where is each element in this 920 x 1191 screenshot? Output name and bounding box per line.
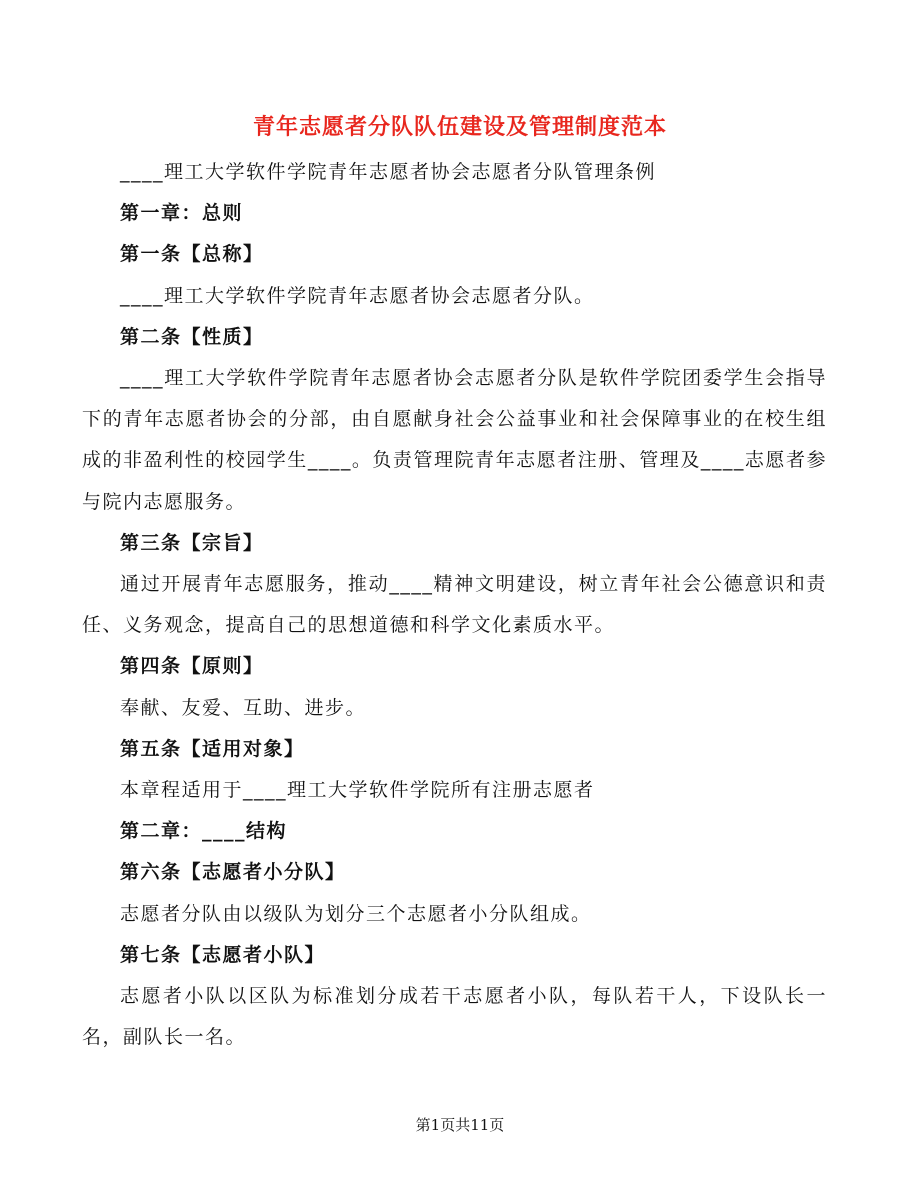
article-5-heading: 第五条【适用对象】 xyxy=(120,737,305,760)
article-3-heading: 第三条【宗旨】 xyxy=(120,531,264,554)
article-5-text: 本章程适用于____理工大学软件学院所有注册志愿者 xyxy=(120,779,595,802)
article-6-heading: 第六条【志愿者小分队】 xyxy=(120,861,346,884)
page-number-footer: 第1页共11页 xyxy=(415,1116,505,1134)
chapter-1-heading: 第一章：总则 xyxy=(120,202,244,225)
article-2-heading: 第二条【性质】 xyxy=(120,325,264,348)
article-7-text: 志愿者小队以区队为标准划分成若干志愿者小队，每队若干人，下设队长一名，副队长一名。 xyxy=(82,985,827,1049)
paragraph-intro: ____理工大学软件学院青年志愿者协会志愿者分队管理条例 xyxy=(120,161,657,183)
article-1-text: ____理工大学软件学院青年志愿者协会志愿者分队。 xyxy=(120,284,595,307)
article-4-text: 奉献、友爱、互助、进步。 xyxy=(120,696,367,719)
article-7-heading: 第七条【志愿者小队】 xyxy=(120,943,326,966)
article-3-text: 通过开展青年志愿服务，推动____精神文明建设，树立青年社会公德意识和责任、义务观念，提高自己的思想道德和科学文化素质水平。 xyxy=(82,573,827,637)
document-title: 青年志愿者分队队伍建设及管理制度范本 xyxy=(252,114,667,140)
document-body xyxy=(82,152,827,1058)
chapter-2-heading: 第二章：____结构 xyxy=(120,820,288,843)
article-1-heading: 第一条【总称】 xyxy=(120,243,264,266)
article-6-text: 志愿者分队由以级队为划分三个志愿者小分队组成。 xyxy=(120,902,592,925)
article-4-heading: 第四条【原则】 xyxy=(120,655,264,678)
article-2-text: ____理工大学软件学院青年志愿者协会志愿者分队是软件学院团委学生会指导下的青年志愿者协会的分部，由自愿献身社会公益事业和社会保障事业的在校生组成的非盈利性的校园学生____。负责管理院青年志愿者注册、管理及____志愿者参与院内志愿服务。 xyxy=(82,367,827,513)
